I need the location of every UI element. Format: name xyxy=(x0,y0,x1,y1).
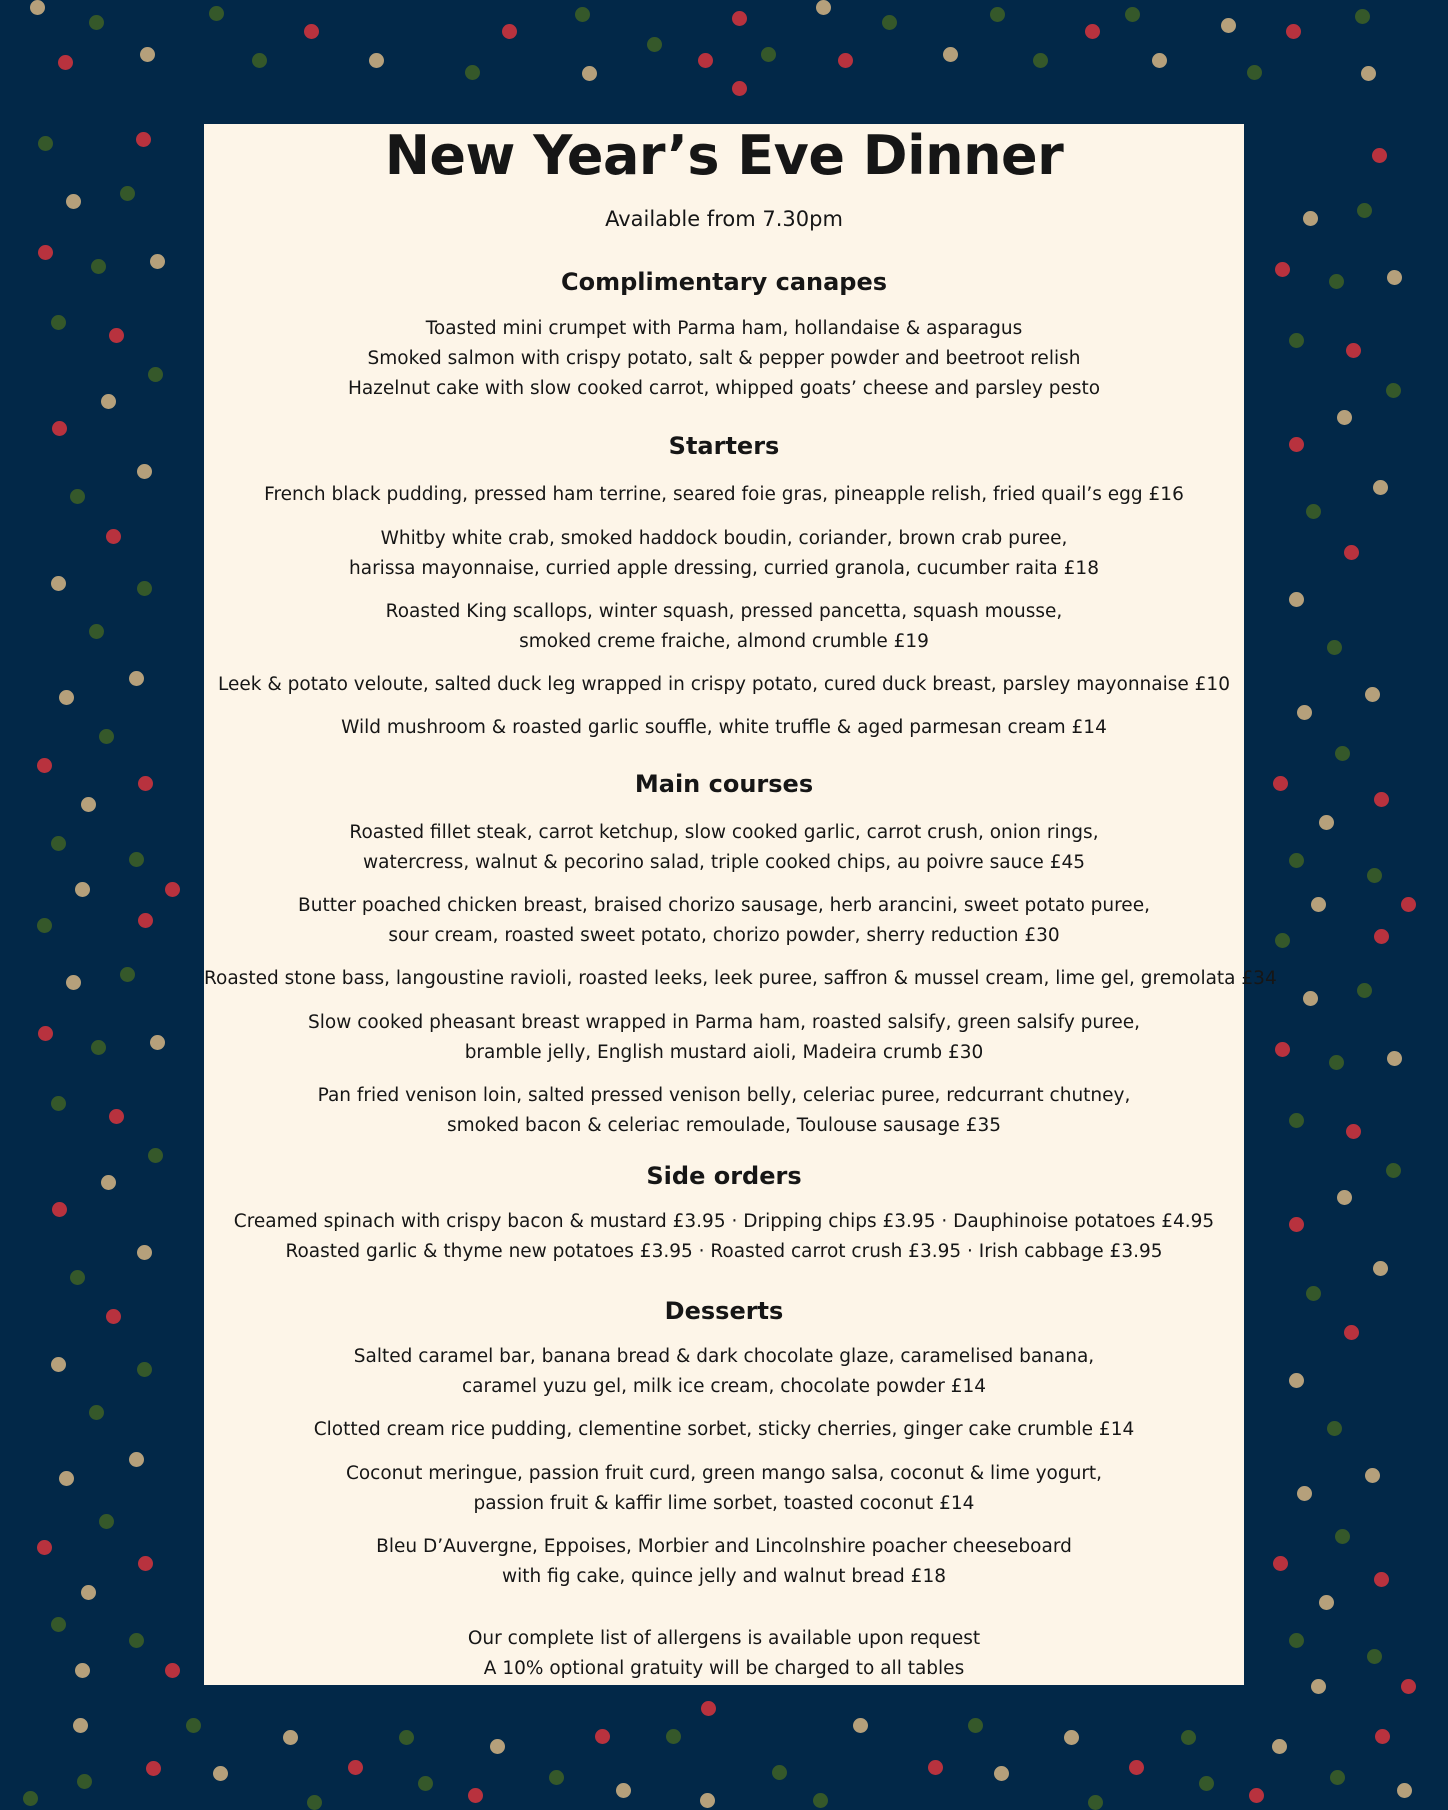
menu-item-line: Whitby white crab, smoked haddock boudin, coriander, brown crab puree, xyxy=(380,528,1068,549)
menu-title: New Year’s Eve Dinner xyxy=(384,124,1064,187)
menu-item xyxy=(204,964,1277,994)
confetti-dot xyxy=(1311,897,1326,912)
confetti-dot xyxy=(1335,746,1350,761)
confetti-dot xyxy=(1330,1770,1345,1785)
menu-item-line: Bleu D’Auvergne, Eppoises, Morbier and Lincolnshire poacher cheeseboard xyxy=(376,1536,1072,1557)
confetti-dot xyxy=(1289,1217,1304,1232)
confetti-dot xyxy=(51,576,66,591)
confetti-dot xyxy=(369,53,384,68)
menu-item xyxy=(204,314,1244,344)
menu-item-line: Wild mushroom & roasted garlic souffle, white truffle & aged parmesan cream £14 xyxy=(341,717,1107,738)
confetti-dot xyxy=(129,852,144,867)
confetti-dot xyxy=(575,7,590,22)
availability-subtitle: Available from 7.30pm xyxy=(605,207,843,231)
confetti-dot xyxy=(129,671,144,686)
confetti-dot xyxy=(772,1765,787,1780)
confetti-dot xyxy=(52,1202,67,1217)
confetti-dot xyxy=(698,53,713,68)
confetti-dot xyxy=(138,1556,153,1571)
confetti-dot xyxy=(1272,1739,1287,1754)
confetti-dot xyxy=(101,394,116,409)
confetti-dot xyxy=(1361,66,1376,81)
confetti-dot xyxy=(1367,868,1382,883)
confetti-dot xyxy=(1365,687,1380,702)
confetti-dot xyxy=(465,65,480,80)
confetti-dot xyxy=(99,1514,114,1529)
confetti-dot xyxy=(990,7,1005,22)
menu-item xyxy=(204,524,1244,584)
confetti-dot xyxy=(1335,1529,1350,1544)
confetti-dot xyxy=(700,1793,715,1808)
menu-item xyxy=(204,670,1244,700)
menu-item-line: Roasted stone bass, langoustine ravioli, roasted leeks, leek puree, saffron & mussel cream, lime gel, gremolata £34 xyxy=(204,968,1277,989)
confetti-dot xyxy=(252,53,267,68)
confetti-dot xyxy=(468,1788,483,1803)
confetti-dot xyxy=(38,245,53,260)
confetti-dot xyxy=(399,1730,414,1745)
confetti-dot xyxy=(490,1739,505,1754)
confetti-dot xyxy=(1365,1468,1380,1483)
confetti-dot xyxy=(51,315,66,330)
confetti-dot xyxy=(1387,270,1402,285)
confetti-dot xyxy=(348,1760,363,1775)
section-heading-canapes: Complimentary canapes xyxy=(560,268,888,296)
confetti-dot xyxy=(418,1776,433,1791)
confetti-dot xyxy=(137,464,152,479)
confetti-dot xyxy=(66,975,81,990)
confetti-dot xyxy=(89,1405,104,1420)
confetti-dot xyxy=(1275,262,1290,277)
confetti-dot xyxy=(582,66,597,81)
confetti-dot xyxy=(59,1471,74,1486)
confetti-dot xyxy=(838,53,853,68)
confetti-dot xyxy=(732,81,747,96)
menu-item-line: Roasted garlic & thyme new potatoes £3.95 · Roasted carrot crush £3.95 · Irish cabbage £3.95 xyxy=(285,1241,1163,1262)
confetti-dot xyxy=(1152,53,1167,68)
confetti-dot xyxy=(1181,1730,1196,1745)
confetti-dot xyxy=(129,1452,144,1467)
confetti-dot xyxy=(1273,1556,1288,1571)
menu-item xyxy=(204,1207,1244,1267)
confetti-dot xyxy=(1129,1760,1144,1775)
confetti-dot xyxy=(1289,1633,1304,1648)
confetti-dot xyxy=(186,1718,201,1733)
confetti-dot xyxy=(101,1175,116,1190)
confetti-dot xyxy=(99,729,114,744)
confetti-dot xyxy=(816,0,831,15)
gratuity-note: A 10% optional gratuity will be charged to all tables xyxy=(483,1658,965,1679)
confetti-dot xyxy=(106,529,121,544)
confetti-dot xyxy=(37,758,52,773)
menu-item-line: Clotted cream rice pudding, clementine sorbet, sticky cherries, ginger cake crumble £14 xyxy=(313,1419,1135,1440)
confetti-dot xyxy=(1329,1055,1344,1070)
section-heading-main-courses: Main courses xyxy=(634,770,814,798)
confetti-dot xyxy=(1306,504,1321,519)
confetti-dot xyxy=(109,328,124,343)
menu-item-line: Smoked salmon with crispy potato, salt & pepper powder and beetroot relish xyxy=(367,348,1081,369)
confetti-dot xyxy=(1297,705,1312,720)
confetti-dot xyxy=(813,1793,828,1808)
confetti-dot xyxy=(120,967,135,982)
menu-item-line: Leek & potato veloute, salted duck leg wrapped in crispy potato, cured duck breast, parsley mayonnaise £10 xyxy=(218,674,1230,695)
confetti-dot xyxy=(70,1270,85,1285)
menu-item-line: Pan fried venison loin, salted pressed venison belly, celeriac puree, redcurrant chutney, xyxy=(317,1085,1131,1106)
menu-item-line: Roasted King scallops, winter squash, pressed pancetta, squash mousse, xyxy=(385,601,1063,622)
confetti-dot xyxy=(91,259,106,274)
confetti-dot xyxy=(1344,1325,1359,1340)
confetti-dot xyxy=(1311,1679,1326,1694)
confetti-dot xyxy=(616,1783,631,1798)
confetti-dot xyxy=(1357,983,1372,998)
confetti-dot xyxy=(761,47,776,62)
menu-item xyxy=(204,1459,1244,1519)
confetti-dot xyxy=(1289,437,1304,452)
confetti-dot xyxy=(1386,383,1401,398)
confetti-dot xyxy=(51,1357,66,1372)
confetti-dot xyxy=(1273,776,1288,791)
confetti-dot xyxy=(1303,211,1318,226)
confetti-dot xyxy=(58,55,73,70)
confetti-dot xyxy=(51,1617,66,1632)
confetti-dot xyxy=(213,1766,228,1781)
confetti-dot xyxy=(146,1761,161,1776)
confetti-dot xyxy=(51,1096,66,1111)
confetti-dot xyxy=(853,1718,868,1733)
confetti-dot xyxy=(1289,333,1304,348)
confetti-dot xyxy=(732,11,747,26)
menu-item-line: Coconut meringue, passion fruit curd, green mango salsa, coconut & lime yogurt, xyxy=(345,1463,1103,1484)
confetti-dot xyxy=(1275,1042,1290,1057)
confetti-dot xyxy=(137,1245,152,1260)
menu-item xyxy=(204,374,1244,404)
confetti-dot xyxy=(1375,1729,1390,1744)
confetti-dot xyxy=(106,1309,121,1324)
confetti-dot xyxy=(1357,203,1372,218)
confetti-dot xyxy=(994,1766,1009,1781)
menu-item xyxy=(204,818,1244,878)
confetti-dot xyxy=(1289,1373,1304,1388)
confetti-dot xyxy=(148,367,163,382)
confetti-dot xyxy=(1373,480,1388,495)
menu-item-line: Salted caramel bar, banana bread & dark chocolate glaze, caramelised banana, xyxy=(353,1346,1095,1367)
confetti-dot xyxy=(701,1701,716,1716)
confetti-dot xyxy=(1289,853,1304,868)
menu-item-line: with fig cake, quince jelly and walnut bread £18 xyxy=(502,1566,946,1587)
confetti-dot xyxy=(1249,1788,1264,1803)
menu-item-line: caramel yuzu gel, milk ice cream, chocolate powder £14 xyxy=(461,1376,987,1397)
confetti-dot xyxy=(1221,18,1236,33)
confetti-dot xyxy=(1199,1776,1214,1791)
confetti-dot xyxy=(209,6,224,21)
confetti-dot xyxy=(1337,410,1352,425)
confetti-dot xyxy=(23,1791,38,1806)
menu-item-line: smoked bacon & celeriac remoulade, Toulouse sausage £35 xyxy=(446,1115,1001,1136)
confetti-dot xyxy=(66,194,81,209)
confetti-dot xyxy=(1088,1795,1103,1810)
confetti-dot xyxy=(129,1633,144,1648)
confetti-dot xyxy=(1247,65,1262,80)
confetti-dot xyxy=(77,1774,92,1789)
confetti-dot xyxy=(1373,1261,1388,1276)
menu-item-line: Butter poached chicken breast, braised chorizo sausage, herb arancini, sweet potato puree, xyxy=(298,895,1150,916)
menu-card xyxy=(204,124,1277,1685)
confetti-dot xyxy=(1346,343,1361,358)
confetti-dot xyxy=(549,1770,564,1785)
confetti-dot xyxy=(595,1729,610,1744)
confetti-dot xyxy=(75,1663,90,1678)
confetti-dot xyxy=(165,1663,180,1678)
confetti-dot xyxy=(109,1109,124,1124)
confetti-dot xyxy=(136,132,151,147)
allergen-note: Our complete list of allergens is available upon request xyxy=(467,1628,981,1649)
menu-item-line: passion fruit & kaffir lime sorbet, toasted coconut £14 xyxy=(473,1493,975,1514)
confetti-dot xyxy=(148,1148,163,1163)
confetti-dot xyxy=(137,581,152,596)
confetti-dot xyxy=(1401,1679,1416,1694)
section-heading-starters: Starters xyxy=(668,432,780,460)
confetti-dot xyxy=(52,421,67,436)
confetti-dot xyxy=(283,1730,298,1745)
menu-item xyxy=(204,1415,1244,1445)
confetti-dot xyxy=(1297,1486,1312,1501)
confetti-dot xyxy=(138,776,153,791)
menu-item xyxy=(204,1081,1244,1141)
confetti-dot xyxy=(1367,1649,1382,1664)
confetti-dot xyxy=(1125,7,1140,22)
confetti-dot xyxy=(1346,1124,1361,1139)
confetti-dot xyxy=(968,1718,983,1733)
confetti-dot xyxy=(51,836,66,851)
confetti-dot xyxy=(1344,545,1359,560)
menu-item xyxy=(204,597,1244,657)
menu-item-line: Hazelnut cake with slow cooked carrot, whipped goats’ cheese and parsley pesto xyxy=(347,378,1101,399)
confetti-dot xyxy=(59,690,74,705)
confetti-dot xyxy=(1319,1595,1334,1610)
menu-item-line: Roasted fillet steak, carrot ketchup, slow cooked garlic, carrot crush, onion rings, xyxy=(349,822,1099,843)
menu-item xyxy=(204,1532,1244,1592)
confetti-dot xyxy=(150,1035,165,1050)
confetti-dot xyxy=(1387,1051,1402,1066)
menu-item-line: sour cream, roasted sweet potato, chorizo powder, sherry reduction £30 xyxy=(388,925,1060,946)
confetti-dot xyxy=(73,1718,88,1733)
confetti-dot xyxy=(38,1026,53,1041)
confetti-dot xyxy=(1374,929,1389,944)
confetti-dot xyxy=(882,15,897,30)
confetti-dot xyxy=(502,24,517,39)
confetti-dot xyxy=(1386,1163,1401,1178)
confetti-dot xyxy=(1286,24,1301,39)
confetti-dot xyxy=(91,1040,106,1055)
confetti-dot xyxy=(304,24,319,39)
confetti-dot xyxy=(943,47,958,62)
confetti-dot xyxy=(1289,1113,1304,1128)
confetti-dot xyxy=(1306,1286,1321,1301)
confetti-dot xyxy=(81,797,96,812)
confetti-dot xyxy=(1401,897,1416,912)
confetti-dot xyxy=(1374,1572,1389,1587)
confetti-dot xyxy=(666,1729,681,1744)
confetti-dot xyxy=(1374,792,1389,807)
confetti-dot xyxy=(1397,1783,1412,1798)
section-heading-desserts: Desserts xyxy=(664,1297,784,1325)
confetti-dot xyxy=(1372,148,1387,163)
confetti-dot xyxy=(1033,53,1048,68)
confetti-dot xyxy=(1319,815,1334,830)
confetti-dot xyxy=(647,37,662,52)
confetti-dot xyxy=(30,0,45,15)
confetti-dot xyxy=(1064,1730,1079,1745)
menu-item xyxy=(204,713,1244,743)
menu-item xyxy=(204,344,1244,374)
confetti-dot xyxy=(928,1760,943,1775)
section-heading-side-orders: Side orders xyxy=(646,1162,802,1190)
menu-item-line: watercress, walnut & pecorino salad, triple cooked chips, au poivre sauce £45 xyxy=(362,852,1086,873)
menu-item-line: French black pudding, pressed ham terrine, seared foie gras, pineapple relish, fried quail’s egg £16 xyxy=(264,484,1184,505)
menu-item-line: bramble jelly, English mustard aioli, Madeira crumb £30 xyxy=(464,1042,984,1063)
confetti-dot xyxy=(307,1795,322,1810)
confetti-dot xyxy=(37,1540,52,1555)
menu-item xyxy=(204,1342,1244,1402)
menu-item-line: Toasted mini crumpet with Parma ham, hollandaise & asparagus xyxy=(425,318,1023,339)
confetti-dot xyxy=(150,254,165,269)
confetti-dot xyxy=(89,15,104,30)
confetti-dot xyxy=(1275,933,1290,948)
confetti-dot xyxy=(37,918,52,933)
confetti-dot xyxy=(120,186,135,201)
menu-item xyxy=(204,480,1244,510)
confetti-dot xyxy=(1327,640,1342,655)
menu-item-line: smoked creme fraiche, almond crumble £19 xyxy=(519,631,929,652)
menu-item-line: Creamed spinach with crispy bacon & mustard £3.95 · Dripping chips £3.95 · Dauphinoise potatoes £4.95 xyxy=(233,1211,1215,1232)
confetti-dot xyxy=(70,489,85,504)
confetti-dot xyxy=(165,882,180,897)
confetti-dot xyxy=(140,47,155,62)
confetti-dot xyxy=(1329,274,1344,289)
menu-item-line: harissa mayonnaise, curried apple dressing, curried granola, cucumber raita £18 xyxy=(349,558,1099,579)
confetti-dot xyxy=(38,136,53,151)
confetti-dot xyxy=(1289,592,1304,607)
confetti-dot xyxy=(1327,1421,1342,1436)
confetti-dot xyxy=(89,624,104,639)
confetti-dot xyxy=(1355,9,1370,24)
confetti-dot xyxy=(137,1362,152,1377)
confetti-dot xyxy=(1303,991,1318,1006)
confetti-dot xyxy=(1085,24,1100,39)
menu-item-line: Slow cooked pheasant breast wrapped in Parma ham, roasted salsify, green salsify puree, xyxy=(308,1012,1140,1033)
confetti-dot xyxy=(138,913,153,928)
confetti-dot xyxy=(81,1585,96,1600)
confetti-dot xyxy=(1337,1190,1352,1205)
menu-item xyxy=(204,1008,1244,1068)
confetti-dot xyxy=(75,882,90,897)
menu-item xyxy=(204,891,1244,951)
